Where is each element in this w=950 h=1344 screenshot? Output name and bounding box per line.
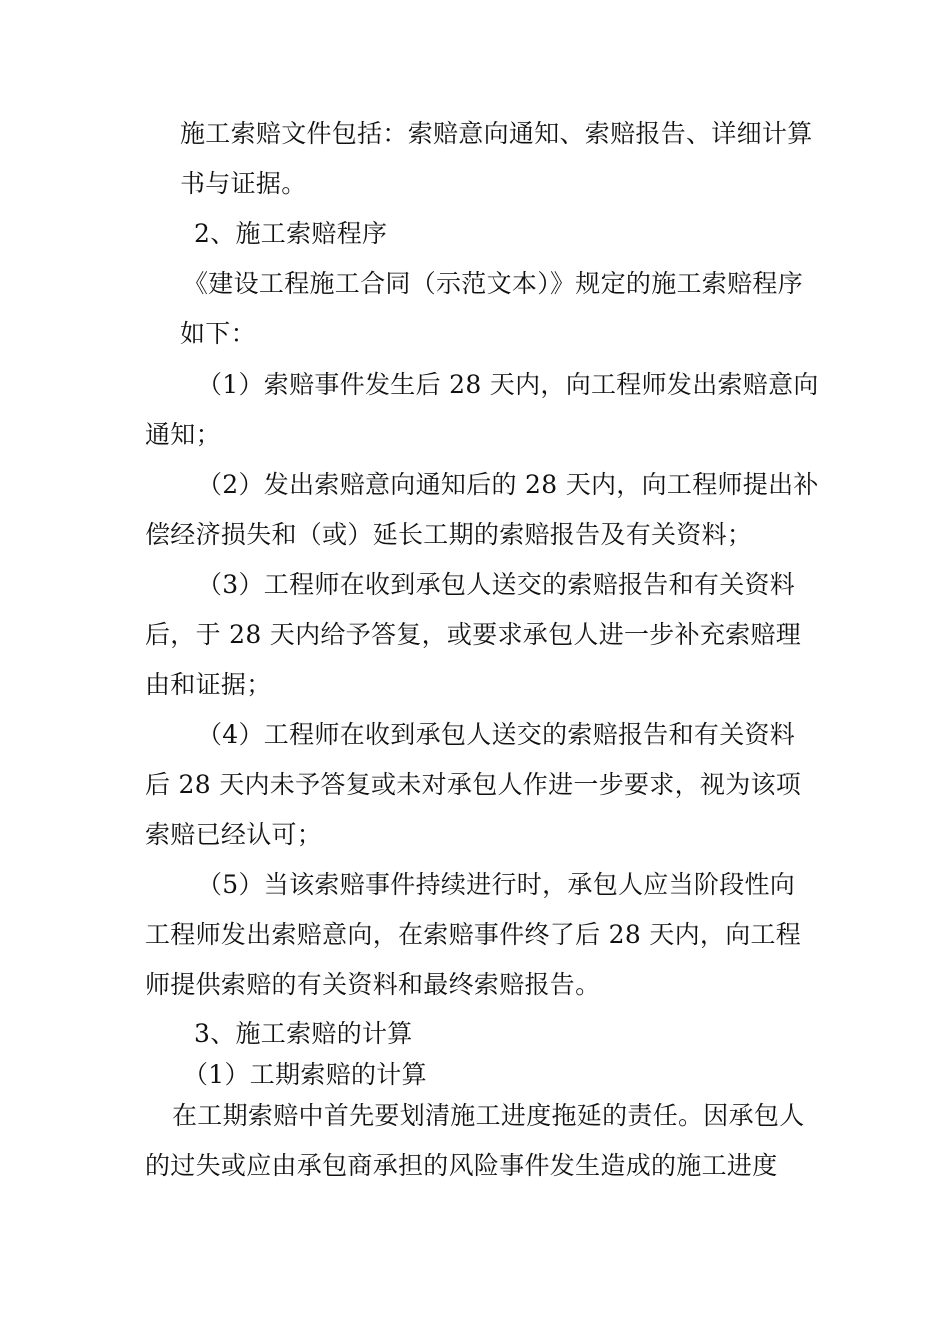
text-line: 《建设工程施工合同（示范文本）》规定的施工索赔程序 bbox=[183, 269, 804, 298]
text-line: 偿经济损失和（或）延长工期的索赔报告及有关资料； bbox=[145, 520, 753, 549]
text-line: （3）工程师在收到承包人送交的索赔报告和有关资料 bbox=[197, 570, 796, 599]
text-line: 师提供索赔的有关资料和最终索赔报告。 bbox=[145, 970, 601, 999]
text-line: （1）索赔事件发生后 28 天内，向工程师发出索赔意向 bbox=[197, 370, 819, 399]
text-line: 施工索赔文件包括：索赔意向通知、索赔报告、详细计算 bbox=[180, 119, 813, 148]
text-line: 索赔已经认可； bbox=[145, 820, 323, 849]
text-line: （5）当该索赔事件持续进行时，承包人应当阶段性向 bbox=[197, 870, 796, 899]
text-line: 后 28 天内未予答复或未对承包人作进一步要求，视为该项 bbox=[145, 770, 802, 799]
text-line: 工程师发出索赔意向，在索赔事件终了后 28 天内，向工程 bbox=[145, 920, 802, 949]
section-heading: 3、施工索赔的计算 bbox=[194, 1019, 413, 1048]
text-line: 如下： bbox=[180, 319, 256, 348]
text-line: 的过失或应由承包商承担的风险事件发生造成的施工进度 bbox=[145, 1151, 778, 1180]
text-line: 书与证据。 bbox=[180, 169, 307, 198]
subsection-heading: （1）工期索赔的计算 bbox=[183, 1060, 427, 1089]
text-line: 后，于 28 天内给予答复，或要求承包人进一步补充索赔理 bbox=[145, 620, 802, 649]
text-line: 由和证据； bbox=[145, 670, 272, 699]
text-line: （4）工程师在收到承包人送交的索赔报告和有关资料 bbox=[197, 720, 796, 749]
section-heading: 2、施工索赔程序 bbox=[194, 219, 388, 248]
text-line: （2）发出索赔意向通知后的 28 天内，向工程师提出补 bbox=[197, 470, 819, 499]
text-line: 在工期索赔中首先要划清施工进度拖延的责任。因承包人 bbox=[172, 1101, 805, 1130]
text-line: 通知； bbox=[145, 420, 221, 449]
